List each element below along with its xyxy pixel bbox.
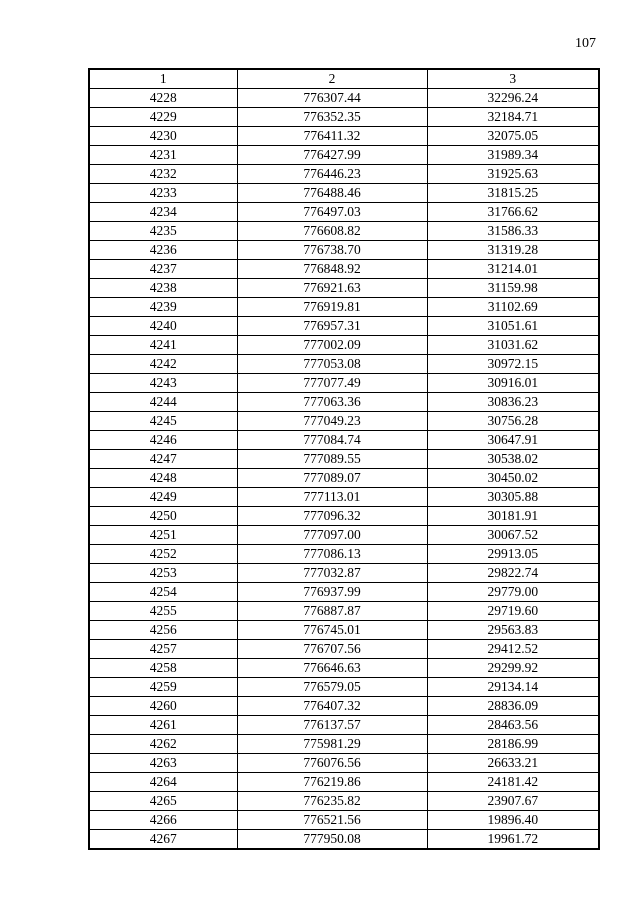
x-coordinate-cell: 777032.87 [237, 564, 427, 583]
table-row [89, 621, 599, 640]
y-coordinate-cell: 31989.34 [427, 146, 599, 165]
x-coordinate-cell: 776407.32 [237, 697, 427, 716]
point-number-cell: 4234 [89, 203, 237, 222]
table-row [89, 412, 599, 431]
table-row [89, 583, 599, 602]
x-coordinate-cell: 777089.07 [237, 469, 427, 488]
table-row [89, 564, 599, 583]
x-coordinate-cell: 776957.31 [237, 317, 427, 336]
table-row [89, 526, 599, 545]
point-number-cell: 4252 [89, 545, 237, 564]
y-coordinate-cell: 31815.25 [427, 184, 599, 203]
x-coordinate-cell: 776579.05 [237, 678, 427, 697]
x-coordinate-cell: 776446.23 [237, 165, 427, 184]
point-number-cell: 4259 [89, 678, 237, 697]
y-coordinate-cell: 32075.05 [427, 127, 599, 146]
x-coordinate-cell: 776427.99 [237, 146, 427, 165]
page-number: 107 [575, 36, 596, 51]
y-coordinate-cell: 19961.72 [427, 830, 599, 850]
table-row [89, 507, 599, 526]
x-coordinate-cell: 776521.56 [237, 811, 427, 830]
x-coordinate-cell: 776497.03 [237, 203, 427, 222]
point-number-cell: 4266 [89, 811, 237, 830]
y-coordinate-cell: 31925.63 [427, 165, 599, 184]
y-coordinate-cell: 30972.15 [427, 355, 599, 374]
y-coordinate-cell: 26633.21 [427, 754, 599, 773]
y-coordinate-cell: 30647.91 [427, 431, 599, 450]
table-row [89, 488, 599, 507]
x-coordinate-cell: 777086.13 [237, 545, 427, 564]
x-coordinate-cell: 776608.82 [237, 222, 427, 241]
point-number-cell: 4262 [89, 735, 237, 754]
point-number-cell: 4263 [89, 754, 237, 773]
y-coordinate-cell: 31102.69 [427, 298, 599, 317]
x-coordinate-cell: 776219.86 [237, 773, 427, 792]
table-row [89, 678, 599, 697]
point-number-cell: 4257 [89, 640, 237, 659]
table-row [89, 127, 599, 146]
x-coordinate-cell: 777096.32 [237, 507, 427, 526]
point-number-cell: 4247 [89, 450, 237, 469]
y-coordinate-cell: 30916.01 [427, 374, 599, 393]
point-number-cell: 4232 [89, 165, 237, 184]
column-header-2: 2 [237, 69, 427, 89]
x-coordinate-cell: 776235.82 [237, 792, 427, 811]
x-coordinate-cell: 776488.46 [237, 184, 427, 203]
y-coordinate-cell: 24181.42 [427, 773, 599, 792]
table-row [89, 811, 599, 830]
column-header-3: 3 [427, 69, 599, 89]
table-row [89, 469, 599, 488]
x-coordinate-cell: 776937.99 [237, 583, 427, 602]
y-coordinate-cell: 29299.92 [427, 659, 599, 678]
y-coordinate-cell: 30756.28 [427, 412, 599, 431]
x-coordinate-cell: 777089.55 [237, 450, 427, 469]
x-coordinate-cell: 775981.29 [237, 735, 427, 754]
table-row [89, 146, 599, 165]
point-number-cell: 4237 [89, 260, 237, 279]
x-coordinate-cell: 777053.08 [237, 355, 427, 374]
point-number-cell: 4265 [89, 792, 237, 811]
x-coordinate-cell: 776919.81 [237, 298, 427, 317]
table-row [89, 355, 599, 374]
y-coordinate-cell: 31766.62 [427, 203, 599, 222]
x-coordinate-cell: 776745.01 [237, 621, 427, 640]
x-coordinate-cell: 776076.56 [237, 754, 427, 773]
table-row [89, 697, 599, 716]
header-row [89, 69, 599, 89]
coordinate-table-container [88, 68, 598, 850]
y-coordinate-cell: 29822.74 [427, 564, 599, 583]
table-body [89, 89, 599, 850]
x-coordinate-cell: 776707.56 [237, 640, 427, 659]
y-coordinate-cell: 30836.23 [427, 393, 599, 412]
y-coordinate-cell: 28186.99 [427, 735, 599, 754]
y-coordinate-cell: 31214.01 [427, 260, 599, 279]
y-coordinate-cell: 31031.62 [427, 336, 599, 355]
x-coordinate-cell: 776411.32 [237, 127, 427, 146]
x-coordinate-cell: 777113.01 [237, 488, 427, 507]
point-number-cell: 4233 [89, 184, 237, 203]
point-number-cell: 4229 [89, 108, 237, 127]
y-coordinate-cell: 30181.91 [427, 507, 599, 526]
table-row [89, 260, 599, 279]
table-row [89, 374, 599, 393]
table-row [89, 165, 599, 184]
y-coordinate-cell: 29134.14 [427, 678, 599, 697]
point-number-cell: 4248 [89, 469, 237, 488]
x-coordinate-cell: 777084.74 [237, 431, 427, 450]
point-number-cell: 4236 [89, 241, 237, 260]
point-number-cell: 4261 [89, 716, 237, 735]
table-row [89, 241, 599, 260]
point-number-cell: 4255 [89, 602, 237, 621]
table-row [89, 298, 599, 317]
table-row [89, 336, 599, 355]
x-coordinate-cell: 776921.63 [237, 279, 427, 298]
point-number-cell: 4249 [89, 488, 237, 507]
point-number-cell: 4240 [89, 317, 237, 336]
x-coordinate-cell: 777063.36 [237, 393, 427, 412]
y-coordinate-cell: 29719.60 [427, 602, 599, 621]
point-number-cell: 4230 [89, 127, 237, 146]
table-row [89, 431, 599, 450]
table-row [89, 89, 599, 108]
y-coordinate-cell: 30450.02 [427, 469, 599, 488]
x-coordinate-cell: 777950.08 [237, 830, 427, 850]
table-row [89, 773, 599, 792]
y-coordinate-cell: 32296.24 [427, 89, 599, 108]
table-row [89, 184, 599, 203]
coordinate-table [88, 68, 600, 850]
y-coordinate-cell: 28463.56 [427, 716, 599, 735]
x-coordinate-cell: 776848.92 [237, 260, 427, 279]
point-number-cell: 4228 [89, 89, 237, 108]
x-coordinate-cell: 776137.57 [237, 716, 427, 735]
y-coordinate-cell: 29913.05 [427, 545, 599, 564]
table-row [89, 222, 599, 241]
y-coordinate-cell: 31319.28 [427, 241, 599, 260]
table-row [89, 754, 599, 773]
table-row [89, 716, 599, 735]
point-number-cell: 4264 [89, 773, 237, 792]
point-number-cell: 4267 [89, 830, 237, 850]
table-row [89, 450, 599, 469]
x-coordinate-cell: 776887.87 [237, 602, 427, 621]
y-coordinate-cell: 31051.61 [427, 317, 599, 336]
x-coordinate-cell: 777077.49 [237, 374, 427, 393]
table-header [89, 69, 599, 89]
table-row [89, 640, 599, 659]
point-number-cell: 4245 [89, 412, 237, 431]
point-number-cell: 4258 [89, 659, 237, 678]
point-number-cell: 4256 [89, 621, 237, 640]
x-coordinate-cell: 776352.35 [237, 108, 427, 127]
y-coordinate-cell: 31586.33 [427, 222, 599, 241]
point-number-cell: 4250 [89, 507, 237, 526]
table-row [89, 659, 599, 678]
y-coordinate-cell: 31159.98 [427, 279, 599, 298]
y-coordinate-cell: 28836.09 [427, 697, 599, 716]
point-number-cell: 4243 [89, 374, 237, 393]
y-coordinate-cell: 30538.02 [427, 450, 599, 469]
table-row [89, 545, 599, 564]
column-header-1: 1 [89, 69, 237, 89]
point-number-cell: 4244 [89, 393, 237, 412]
point-number-cell: 4254 [89, 583, 237, 602]
table-row [89, 830, 599, 850]
point-number-cell: 4238 [89, 279, 237, 298]
y-coordinate-cell: 19896.40 [427, 811, 599, 830]
point-number-cell: 4253 [89, 564, 237, 583]
point-number-cell: 4251 [89, 526, 237, 545]
point-number-cell: 4260 [89, 697, 237, 716]
table-row [89, 203, 599, 222]
point-number-cell: 4235 [89, 222, 237, 241]
point-number-cell: 4231 [89, 146, 237, 165]
x-coordinate-cell: 776738.70 [237, 241, 427, 260]
x-coordinate-cell: 776646.63 [237, 659, 427, 678]
y-coordinate-cell: 32184.71 [427, 108, 599, 127]
table-row [89, 393, 599, 412]
table-row [89, 735, 599, 754]
table-row [89, 602, 599, 621]
y-coordinate-cell: 30067.52 [427, 526, 599, 545]
table-row [89, 279, 599, 298]
x-coordinate-cell: 777002.09 [237, 336, 427, 355]
y-coordinate-cell: 23907.67 [427, 792, 599, 811]
table-row [89, 792, 599, 811]
table-row [89, 317, 599, 336]
point-number-cell: 4241 [89, 336, 237, 355]
y-coordinate-cell: 29563.83 [427, 621, 599, 640]
point-number-cell: 4239 [89, 298, 237, 317]
x-coordinate-cell: 777097.00 [237, 526, 427, 545]
point-number-cell: 4246 [89, 431, 237, 450]
y-coordinate-cell: 30305.88 [427, 488, 599, 507]
y-coordinate-cell: 29412.52 [427, 640, 599, 659]
x-coordinate-cell: 777049.23 [237, 412, 427, 431]
table-row [89, 108, 599, 127]
x-coordinate-cell: 776307.44 [237, 89, 427, 108]
point-number-cell: 4242 [89, 355, 237, 374]
y-coordinate-cell: 29779.00 [427, 583, 599, 602]
